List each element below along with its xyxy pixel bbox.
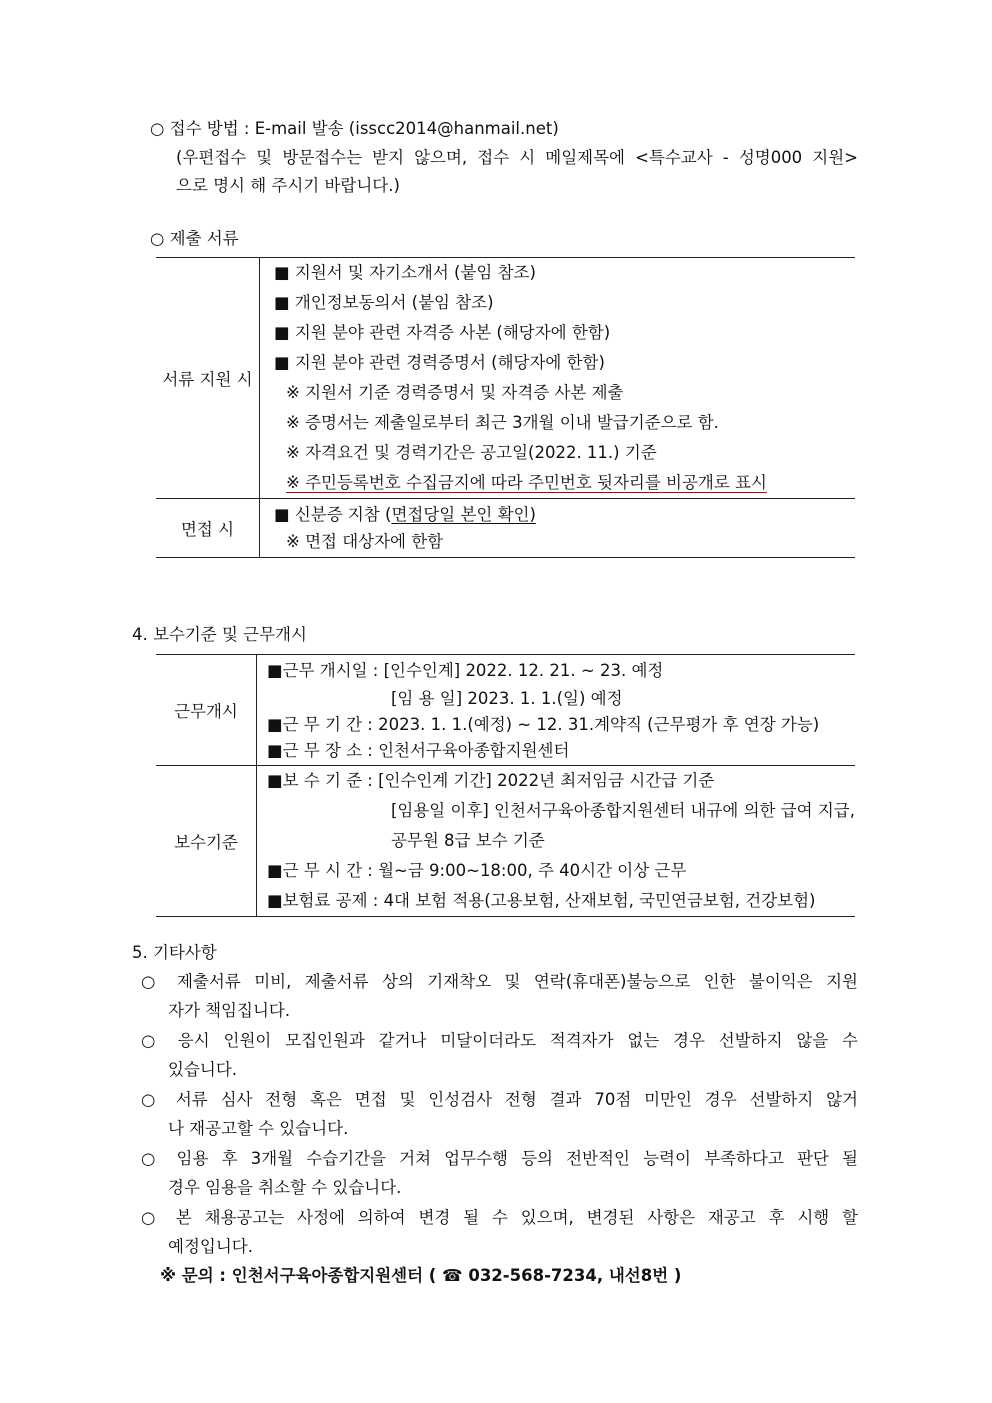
work-period-line: ■근 무 기 간 : 2023. 1. 1.(예정) ~ 12. 31.계약직 (근무평가 후 연장 가능) — [266, 715, 820, 734]
pay-label: 보수기준 — [156, 766, 256, 917]
documents-label-paper: 서류 지원 시 — [156, 258, 260, 499]
notice-item: ○ 본 채용공고는 사정에 의하여 변경 될 수 있으며, 변경된 사항은 재공고 후 시행 할 — [141, 1208, 858, 1227]
notice-item: ○ 제출서류 미비, 제출서류 상의 기재착오 및 연락(휴대폰)불능으로 인한 불이익은 지원 — [141, 972, 858, 991]
work-place-line: ■근 무 장 소 : 인천서구육아종합지원센터 — [266, 741, 570, 760]
section4-heading: 4. 보수기준 및 근무개시 — [132, 625, 307, 644]
notice-item: ○ 응시 인원이 모집인원과 같거나 미달이더라도 적격자가 없는 경우 선발하지 않을 수 — [141, 1031, 858, 1050]
pay-line: ■보 수 기 준 : [인수인계 기간] 2022년 최저임금 시간급 기준 — [266, 771, 715, 790]
doc-note: ※ 증명서는 제출일로부터 최근 3개월 이내 발급기준으로 함. — [286, 413, 719, 432]
pay-table — [156, 654, 855, 917]
doc-item: ■ 개인정보동의서 (붙임 참조) — [274, 293, 494, 312]
apply-method-note-cont: 으로 명시 해 주시기 바랍니다.) — [176, 176, 400, 195]
doc-item: ■ 지원 분야 관련 자격증 사본 (해당자에 한함) — [274, 323, 611, 342]
pay-line: 공무원 8급 보수 기준 — [390, 831, 545, 850]
doc-note: ※ 지원서 기준 경력증명서 및 자격증 사본 제출 — [286, 383, 624, 402]
doc-item: ■ 지원서 및 자기소개서 (붙임 참조) — [274, 263, 536, 282]
notice-item: ○ 서류 심사 전형 혹은 면접 및 인성검사 전형 결과 70점 미만인 경우 선발하지 않거 — [141, 1090, 858, 1109]
doc-note-resident-number: ※ 주민등록번호 수집금지에 따라 주민번호 뒷자리를 비공개로 표시 — [286, 473, 767, 492]
insurance-line: ■보험료 공제 : 4대 보험 적용(고용보험, 산재보험, 국민연금보험, 건강보험) — [266, 891, 816, 910]
notice-item-cont: 나 재공고할 수 있습니다. — [168, 1119, 349, 1138]
notice-item-cont: 경우 임용을 취소할 수 있습니다. — [168, 1178, 402, 1197]
notice-item-cont: 있습니다. — [168, 1060, 238, 1079]
documents-label-interview: 면접 시 — [156, 499, 260, 558]
work-start-line: ■근무 개시일 : [인수인계] 2022. 12. 21. ~ 23. 예정 — [266, 661, 664, 680]
pay-line: [임용일 이후] 인천서구육아종합지원센터 내규에 의한 급여 지급, — [390, 801, 855, 820]
work-hours-line: ■근 무 시 간 : 월~금 9:00~18:00, 주 40시간 이상 근무 — [266, 861, 687, 880]
doc-note: ※ 자격요건 및 경력기간은 공고일(2022. 11.) 기준 — [286, 443, 657, 462]
apply-method-note: (우편접수 및 방문접수는 받지 않으며, 접수 시 메일제목에 <특수교사 - 성명000 지원> — [176, 148, 858, 167]
notice-item-cont: 자가 책임집니다. — [168, 1001, 291, 1020]
notice-item: ○ 임용 후 3개월 수습기간을 거쳐 업무수행 등의 전반적인 능력이 부족하다고 판단 될 — [141, 1149, 858, 1168]
interview-note: ※ 면접 대상자에 한함 — [286, 532, 444, 551]
work-start-line: [임 용 일] 2023. 1. 1.(일) 예정 — [390, 689, 623, 708]
contact-info: ※ 문의 : 인천서구육아종합지원센터 ( ☎ 032-568-7234, 내선8번 ) — [160, 1266, 682, 1285]
section5-heading: 5. 기타사항 — [132, 943, 217, 962]
notice-item-cont: 예정입니다. — [168, 1237, 253, 1256]
documents-heading: ○ 제출 서류 — [150, 229, 239, 248]
doc-item: ■ 지원 분야 관련 경력증명서 (해당자에 한함) — [274, 353, 605, 372]
apply-method-line: ○ 접수 방법 : E-mail 발송 (isscc2014@hanmail.net) — [150, 119, 559, 138]
work-start-label: 근무개시 — [156, 655, 256, 766]
interview-id-item: ■ 신분증 지참 (면접당일 본인 확인) — [274, 505, 536, 524]
documents-table — [156, 257, 855, 558]
